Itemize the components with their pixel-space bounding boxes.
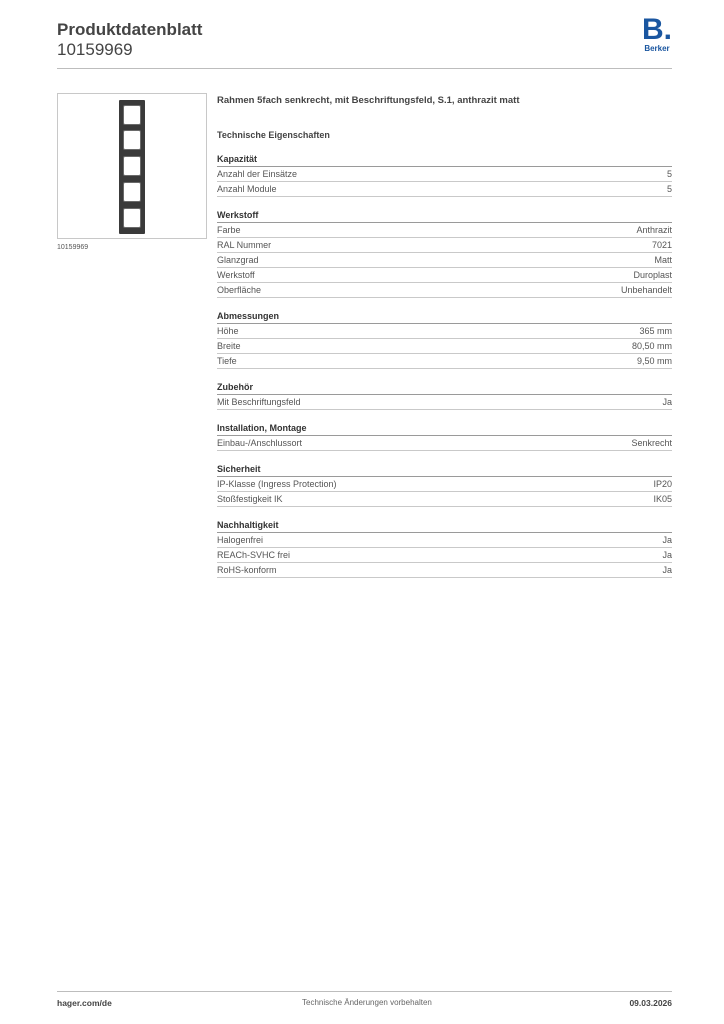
spec-label: Höhe (217, 326, 239, 336)
group-title: Sicherheit (217, 463, 672, 477)
frame-slot (123, 156, 141, 176)
spec-value: Anthrazit (636, 225, 672, 235)
spec-label: Farbe (217, 225, 241, 235)
spec-value: Ja (662, 535, 672, 545)
spec-value: Unbehandelt (620, 285, 672, 295)
spec-value: 5 (666, 184, 672, 194)
berker-logo (640, 13, 674, 53)
specification-content (217, 95, 672, 578)
spec-label: RAL Nummer (217, 240, 272, 250)
document-title: Produktdatenblatt (57, 20, 203, 39)
spec-row (217, 492, 672, 507)
product-title: Rahmen 5fach senkrecht, mit Beschriftungsfeld, S.1, anthrazit matt (217, 95, 520, 106)
spec-label: IP-Klasse (Ingress Protection) (217, 479, 337, 489)
footer-divider (57, 991, 672, 992)
frame-slot (123, 105, 141, 125)
spec-label: Einbau-/Anschlussort (217, 438, 303, 448)
footer-website-link[interactable]: hager.com/de (57, 998, 112, 1008)
spec-label: Oberfläche (217, 285, 262, 295)
spec-row (217, 238, 672, 253)
spec-value: Ja (662, 565, 672, 575)
group-nachhaltigkeit (217, 519, 672, 578)
header-divider (57, 68, 672, 69)
spec-label: RoHS-konform (217, 565, 277, 575)
group-title: Installation, Montage (217, 422, 672, 436)
spec-row (217, 436, 672, 451)
group-installation (217, 422, 672, 451)
spec-value: 365 mm (639, 326, 672, 336)
group-title: Kapazität (217, 153, 672, 167)
group-title: Zubehör (217, 381, 672, 395)
spec-label: Breite (217, 341, 241, 351)
spec-value: Duroplast (633, 270, 672, 280)
logo-name: Berker (644, 44, 670, 53)
spec-label: Tiefe (217, 356, 237, 366)
spec-value: 80,50 mm (631, 341, 672, 351)
group-werkstoff (217, 209, 672, 298)
spec-label: Halogenfrei (217, 535, 264, 545)
spec-row (217, 533, 672, 548)
article-number: 10159969 (57, 40, 133, 59)
spec-label: Werkstoff (217, 270, 255, 280)
spec-label: Anzahl Module (217, 184, 277, 194)
spec-value: IK05 (653, 494, 672, 504)
spec-row (217, 283, 672, 298)
spec-row (217, 253, 672, 268)
group-title: Nachhaltigkeit (217, 519, 672, 533)
spec-label: Anzahl der Einsätze (217, 169, 298, 179)
spec-value: Ja (662, 397, 672, 407)
footer-date: 09.03.2026 (629, 998, 672, 1008)
spec-row (217, 167, 672, 182)
group-title: Abmessungen (217, 310, 672, 324)
spec-row (217, 324, 672, 339)
spec-label: Mit Beschriftungsfeld (217, 397, 301, 407)
spec-row (217, 354, 672, 369)
group-kapazitaet (217, 153, 672, 197)
logo-letter: B. (642, 13, 672, 46)
spec-value: 7021 (651, 240, 672, 250)
document-header (57, 20, 202, 59)
group-sicherheit (217, 463, 672, 507)
spec-row (217, 395, 672, 410)
group-abmessungen (217, 310, 672, 369)
spec-label: Glanzgrad (217, 255, 259, 265)
spec-value: 5 (666, 169, 672, 179)
frame-illustration (119, 100, 145, 234)
spec-label: REACh-SVHC frei (217, 550, 291, 560)
frame-slot (123, 208, 141, 228)
spec-value: Ja (662, 550, 672, 560)
spec-value: IP20 (653, 479, 672, 489)
section-heading: Technische Eigenschaften (217, 130, 330, 140)
spec-row (217, 548, 672, 563)
spec-row (217, 182, 672, 197)
group-title: Werkstoff (217, 209, 672, 223)
image-caption: 10159969 (57, 244, 89, 251)
product-image (57, 93, 207, 239)
spec-row (217, 223, 672, 238)
spec-row (217, 477, 672, 492)
spec-value: Senkrecht (631, 438, 672, 448)
spec-row (217, 563, 672, 578)
footer-disclaimer: Technische Änderungen vorbehalten (302, 998, 432, 1007)
spec-value: Matt (654, 255, 672, 265)
spec-row (217, 339, 672, 354)
frame-slot (123, 130, 141, 150)
frame-slot (123, 182, 141, 202)
spec-value: 9,50 mm (636, 356, 672, 366)
spec-label: Stoßfestigkeit IK (217, 494, 283, 504)
spec-row (217, 268, 672, 283)
group-zubehoer (217, 381, 672, 410)
